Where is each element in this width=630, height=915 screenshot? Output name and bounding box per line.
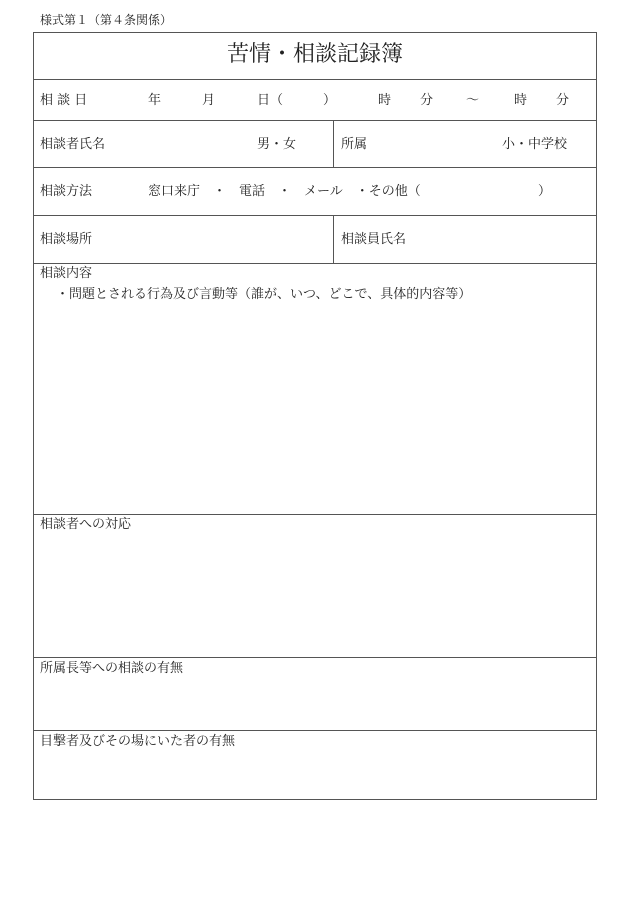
end-hour-field[interactable]: 時 <box>514 93 528 108</box>
divider <box>33 730 597 731</box>
content-label: 相談内容 <box>40 266 93 281</box>
divider <box>33 657 597 658</box>
content-note: ・問題とされる行為及び言動等（誰が、いつ、どこで、具体的内容等） <box>56 287 472 302</box>
affiliation-label: 所属 <box>341 137 368 152</box>
month-field[interactable]: 月 <box>202 93 216 108</box>
place-label: 相談場所 <box>40 232 93 247</box>
day-field[interactable]: 日（ <box>257 93 284 108</box>
divider <box>33 215 597 216</box>
end-minute-field[interactable]: 分 <box>556 93 570 108</box>
start-hour-field[interactable]: 時 <box>378 93 392 108</box>
consultant-name-label: 相談者氏名 <box>40 137 106 152</box>
method-options[interactable]: 窓口来庁 ・ 電話 ・ メール ・その他（ <box>148 184 421 199</box>
time-range-separator: ～ <box>466 93 480 108</box>
divider <box>333 120 334 167</box>
form-number-label: 様式第１（第４条関係） <box>40 13 173 27</box>
staff-name-label: 相談員氏名 <box>341 232 407 247</box>
divider <box>33 167 597 168</box>
page-title: 苦情・相談記録簿 <box>226 42 403 67</box>
response-label: 相談者への対応 <box>40 517 132 532</box>
method-label: 相談方法 <box>40 184 93 199</box>
divider <box>33 514 597 515</box>
divider <box>33 263 597 264</box>
date-label: 相 談 日 <box>40 93 88 108</box>
other-close-paren: ） <box>538 184 552 199</box>
year-field[interactable]: 年 <box>148 93 162 108</box>
divider <box>33 120 597 121</box>
school-choice[interactable]: 小・中学校 <box>502 137 568 152</box>
gender-choice[interactable]: 男・女 <box>257 137 297 152</box>
supervisor-consult-label: 所属長等への相談の有無 <box>40 661 184 676</box>
divider <box>333 215 334 263</box>
divider <box>33 79 597 80</box>
weekday-close: ） <box>323 93 337 108</box>
start-minute-field[interactable]: 分 <box>420 93 434 108</box>
witness-label: 目撃者及びその場にいた者の有無 <box>40 734 236 749</box>
